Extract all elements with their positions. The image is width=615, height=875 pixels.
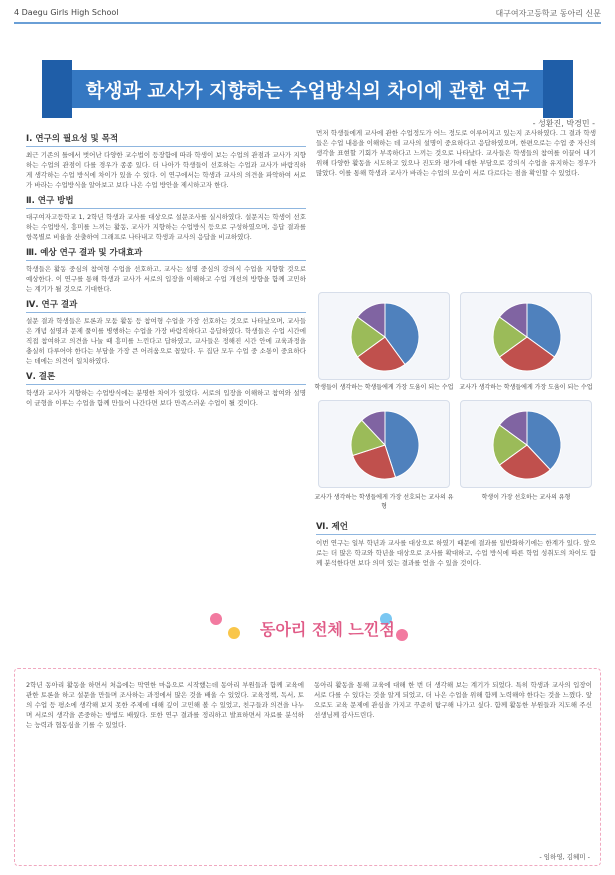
proposal-section — [316, 516, 596, 568]
chart-4-caption: 학생이 가장 선호하는 교사의 유형 — [481, 494, 571, 501]
section-body: 학생과 교사가 지향하는 수업방식에는 분명한 차이가 있었다. 서로의 입장을 이해하고 참여와 설명이 균형을 이루는 수업을 함께 만들어 나간다면 보다 만족스러운 수업이 될 것이다. — [26, 389, 306, 407]
page-header — [0, 0, 615, 40]
club-title: 동아리 전체 느낀점 — [260, 620, 395, 639]
chart-1 — [318, 292, 450, 380]
section-body: 대구여자고등학교 1, 2학년 학생과 교사를 대상으로 설문조사를 실시하였다. 설문지는 학생이 선호하는 수업방식, 흥미를 느끼는 활동, 교사가 지향하는 수업방식 등으로 구성하였으며, 응답 결과를 항목별로 비율을 산출하여 그래프로 나타내고 학생과 교사의 응답을 비교하였다. — [26, 213, 306, 241]
section-heading: Ⅱ. 연구 방법 — [26, 196, 74, 206]
section-heading: Ⅰ. 연구의 필요성 및 목적 — [26, 134, 119, 144]
club-title-area — [190, 605, 420, 655]
section-heading: Ⅲ. 예상 연구 결과 및 가대효과 — [26, 248, 143, 258]
section-heading: Ⅴ. 결론 — [26, 372, 56, 382]
chart-2 — [460, 292, 592, 380]
chart-1-caption: 학생들이 생각하는 학생들에게 가장 도움이 되는 수업 — [314, 384, 454, 391]
club-column-1: 2학년 동아리 활동을 하면서 처음에는 막연한 마음으로 시작했는데 동아리 부원들과 함께 교육에 관한 토론을 하고 설문을 만들며 조사하는 과정에서 많은 것을 배울 수 있었다. 교육정책, 독서, 토의 수업 등 평소에 생각해 보지 못한 주제에 대해 깊이 고민해 볼 수 있었고, 친구들과 의견을 나누며 서로의 생각을 존중하는 방법도 배웠다. 또한 연구 결과를 정리하고 발표하면서 자료를 분석하는 능력과 협동심을 기를 수 있었다. — [26, 681, 304, 729]
club-column-2: 동아리 활동을 통해 교육에 대해 한 번 더 생각해 보는 계기가 되었다. 특히 학생과 교사의 입장이 서로 다를 수 있다는 것을 알게 되었고, 더 나은 수업을 위해 함께 노력해야 한다는 것을 느꼈다. 앞으로도 교육 문제에 관심을 가지고 꾸준히 탐구해 나가고 싶다. 함께 활동한 부원들과 지도해 주신 선생님께 감사드린다. — [314, 681, 592, 719]
chart-2-caption: 교사가 생각하는 학생들에게 가장 도움이 되는 수업 — [459, 384, 593, 391]
section-body: 설문 결과 학생들은 토론과 모둠 활동 등 참여형 수업을 가장 선호하는 것으로 나타났으며, 교사들은 개념 설명과 문제 풀이를 병행하는 수업을 가장 바람직하다고 응답하였다. 학생들은 수업 시간에 직접 참여하고 의견을 나눌 때 흥미를 느낀다고 답하였고, 교사들은 정해진 시간 안에 교육과정을 충실히 다루어야 한다는 부담을 가장 큰 어려움으로 꼽았다. 두 집단 모두 수업 중 소통이 중요하다는 데에는 의견이 일치하였다. — [26, 317, 306, 365]
section-body: 먼저 학생들에게 교사에 관한 수업정도가 어느 정도로 이루어지고 있는지 조사하였다. 그 결과 학생들은 수업 내용을 이해하는 데 교사의 설명이 중요하다고 응답하였으며, 한편으로는 수업 중 자신의 생각을 표현할 기회가 부족하다고 느끼는 것으로 나타났다. 교사들은 학생들의 참여를 이끌어 내기 위해 다양한 활동을 시도하고 있으나 진도와 평가에 대한 부담으로 강의식 수업을 유지하는 경우가 많았다. 이를 통해 학생과 교사가 바라는 수업의 모습이 서로 다르다는 점을 확인할 수 있었다. — [316, 129, 596, 177]
article-title: 학생과 교사가 지향하는 수업방식의 차이에 관한 연구 — [85, 80, 530, 102]
left-column — [26, 128, 306, 408]
page-number: 4 Daegu Girls High School — [14, 8, 119, 17]
title-banner — [60, 70, 555, 108]
right-column — [316, 128, 596, 178]
chart-3-caption: 교사가 생각하는 학생들에게 가장 선호되는 교사의 유형 — [314, 494, 454, 510]
club-signature: - 임하영, 김혜미 - — [539, 853, 590, 861]
chart-4 — [460, 400, 592, 488]
chart-3 — [318, 400, 450, 488]
author: - 성환진, 박경민 - — [532, 119, 595, 128]
section-heading: Ⅳ. 연구 결과 — [26, 300, 78, 310]
section-heading: Ⅵ. 제언 — [316, 522, 348, 532]
newspaper-name: 대구여자고등학교 동아리 신문 — [495, 9, 601, 18]
section-body: 이번 연구는 일부 학년과 교사를 대상으로 하였기 때문에 결과를 일반화하기에는 한계가 있다. 앞으로는 더 많은 학교와 학년을 대상으로 조사를 확대하고, 수업 방식에 따른 학업 성취도의 차이도 함께 분석한다면 보다 의미 있는 결과를 얻을 수 있을 것이다. — [316, 539, 596, 567]
section-body: 최근 기존의 틀에서 벗어난 다양한 교수법이 등장함에 따라 학생이 보는 수업의 관점과 교사가 지향하는 수업의 관점이 다를 경우가 종종 있다. 더 나아가 학생들이 선호하는 수업과 교사가 바람직하게 생각하는 수업 방식에 차이가 있을 수 있다. 이 연구에서는 학생과 교사의 의견을 파악하여 서로가 바라는 수업방식을 알아보고 보다 나은 수업 방안을 제시하고자 한다. — [26, 151, 306, 189]
header-rule — [14, 22, 601, 24]
section-body: 학생들은 활동 중심의 참여형 수업을 선호하고, 교사는 설명 중심의 강의식 수업을 지향할 것으로 예상한다. 이 연구를 통해 학생과 교사가 서로의 입장을 이해하고 수업 개선의 방향을 함께 고민하는 계기가 될 것으로 기대한다. — [26, 265, 306, 293]
